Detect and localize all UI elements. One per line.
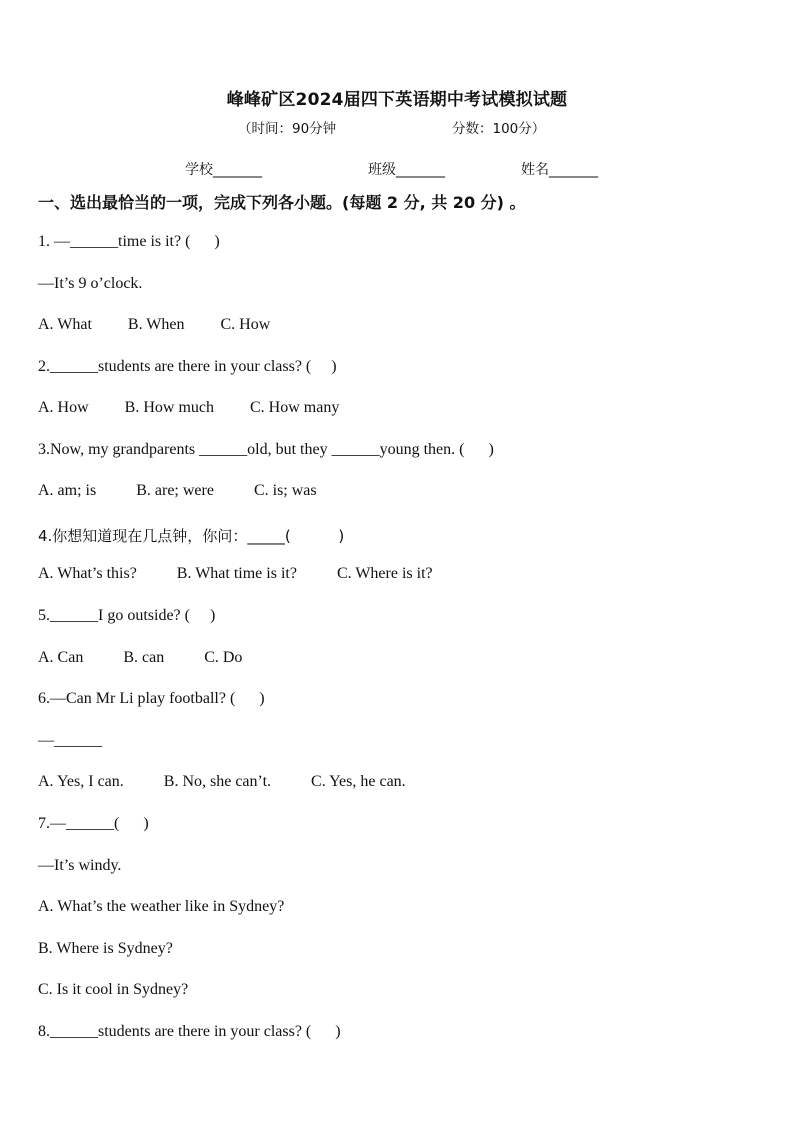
name-field: 姓名_______ — [521, 162, 598, 178]
exam-score: 分数：100分） — [452, 121, 546, 137]
option-line: A. What’s the weather like in Sydney? — [38, 898, 285, 915]
question-line: 1. —______time is it? ( ) — [38, 233, 220, 250]
question-line: 7.—______( ) — [38, 815, 149, 832]
question-line: 5.______I go outside? ( ) — [38, 607, 216, 624]
exam-time: （时间：90分钟 — [238, 121, 337, 137]
section-heading: 一、选出最恰当的一项，完成下列各小题。(每题 2 分, 共 20 分) 。 — [38, 193, 526, 212]
question-line: 3.Now, my grandparents ______old, but they ______young then. ( ) — [38, 441, 494, 458]
page-title: 峰峰矿区2024届四下英语期中考试模拟试题 — [226, 90, 568, 110]
option-line: A. What B. When C. How — [38, 316, 271, 333]
option-line: A. Yes, I can. B. No, she can’t. C. Yes, he can. — [38, 773, 406, 790]
option-line: A. How B. How much C. How many — [38, 399, 340, 416]
question-line: —______ — [38, 732, 102, 749]
class-field: 班级_______ — [368, 162, 445, 178]
option-line: A. Can B. can C. Do — [38, 649, 243, 666]
question-line: 6.—Can Mr Li play football? ( ) — [38, 690, 265, 707]
question-line: 8.______students are there in your class? ( ) — [38, 1023, 341, 1040]
option-line: C. Is it cool in Sydney? — [38, 981, 189, 998]
option-line: A. What’s this? B. What time is it? C. Where is it? — [38, 565, 433, 582]
question-line: —It’s windy. — [38, 857, 122, 874]
option-line: B. Where is Sydney? — [38, 940, 173, 957]
school-field: 学校_______ — [185, 162, 262, 178]
question-line: 2.______students are there in your class? ( ) — [38, 358, 337, 375]
question-line: —It’s 9 o’clock. — [38, 275, 143, 292]
option-line: A. am; is B. are; were C. is; was — [38, 482, 317, 499]
question-line: 4.你想知道现在几点钟，你问：_____( ) — [38, 527, 345, 545]
